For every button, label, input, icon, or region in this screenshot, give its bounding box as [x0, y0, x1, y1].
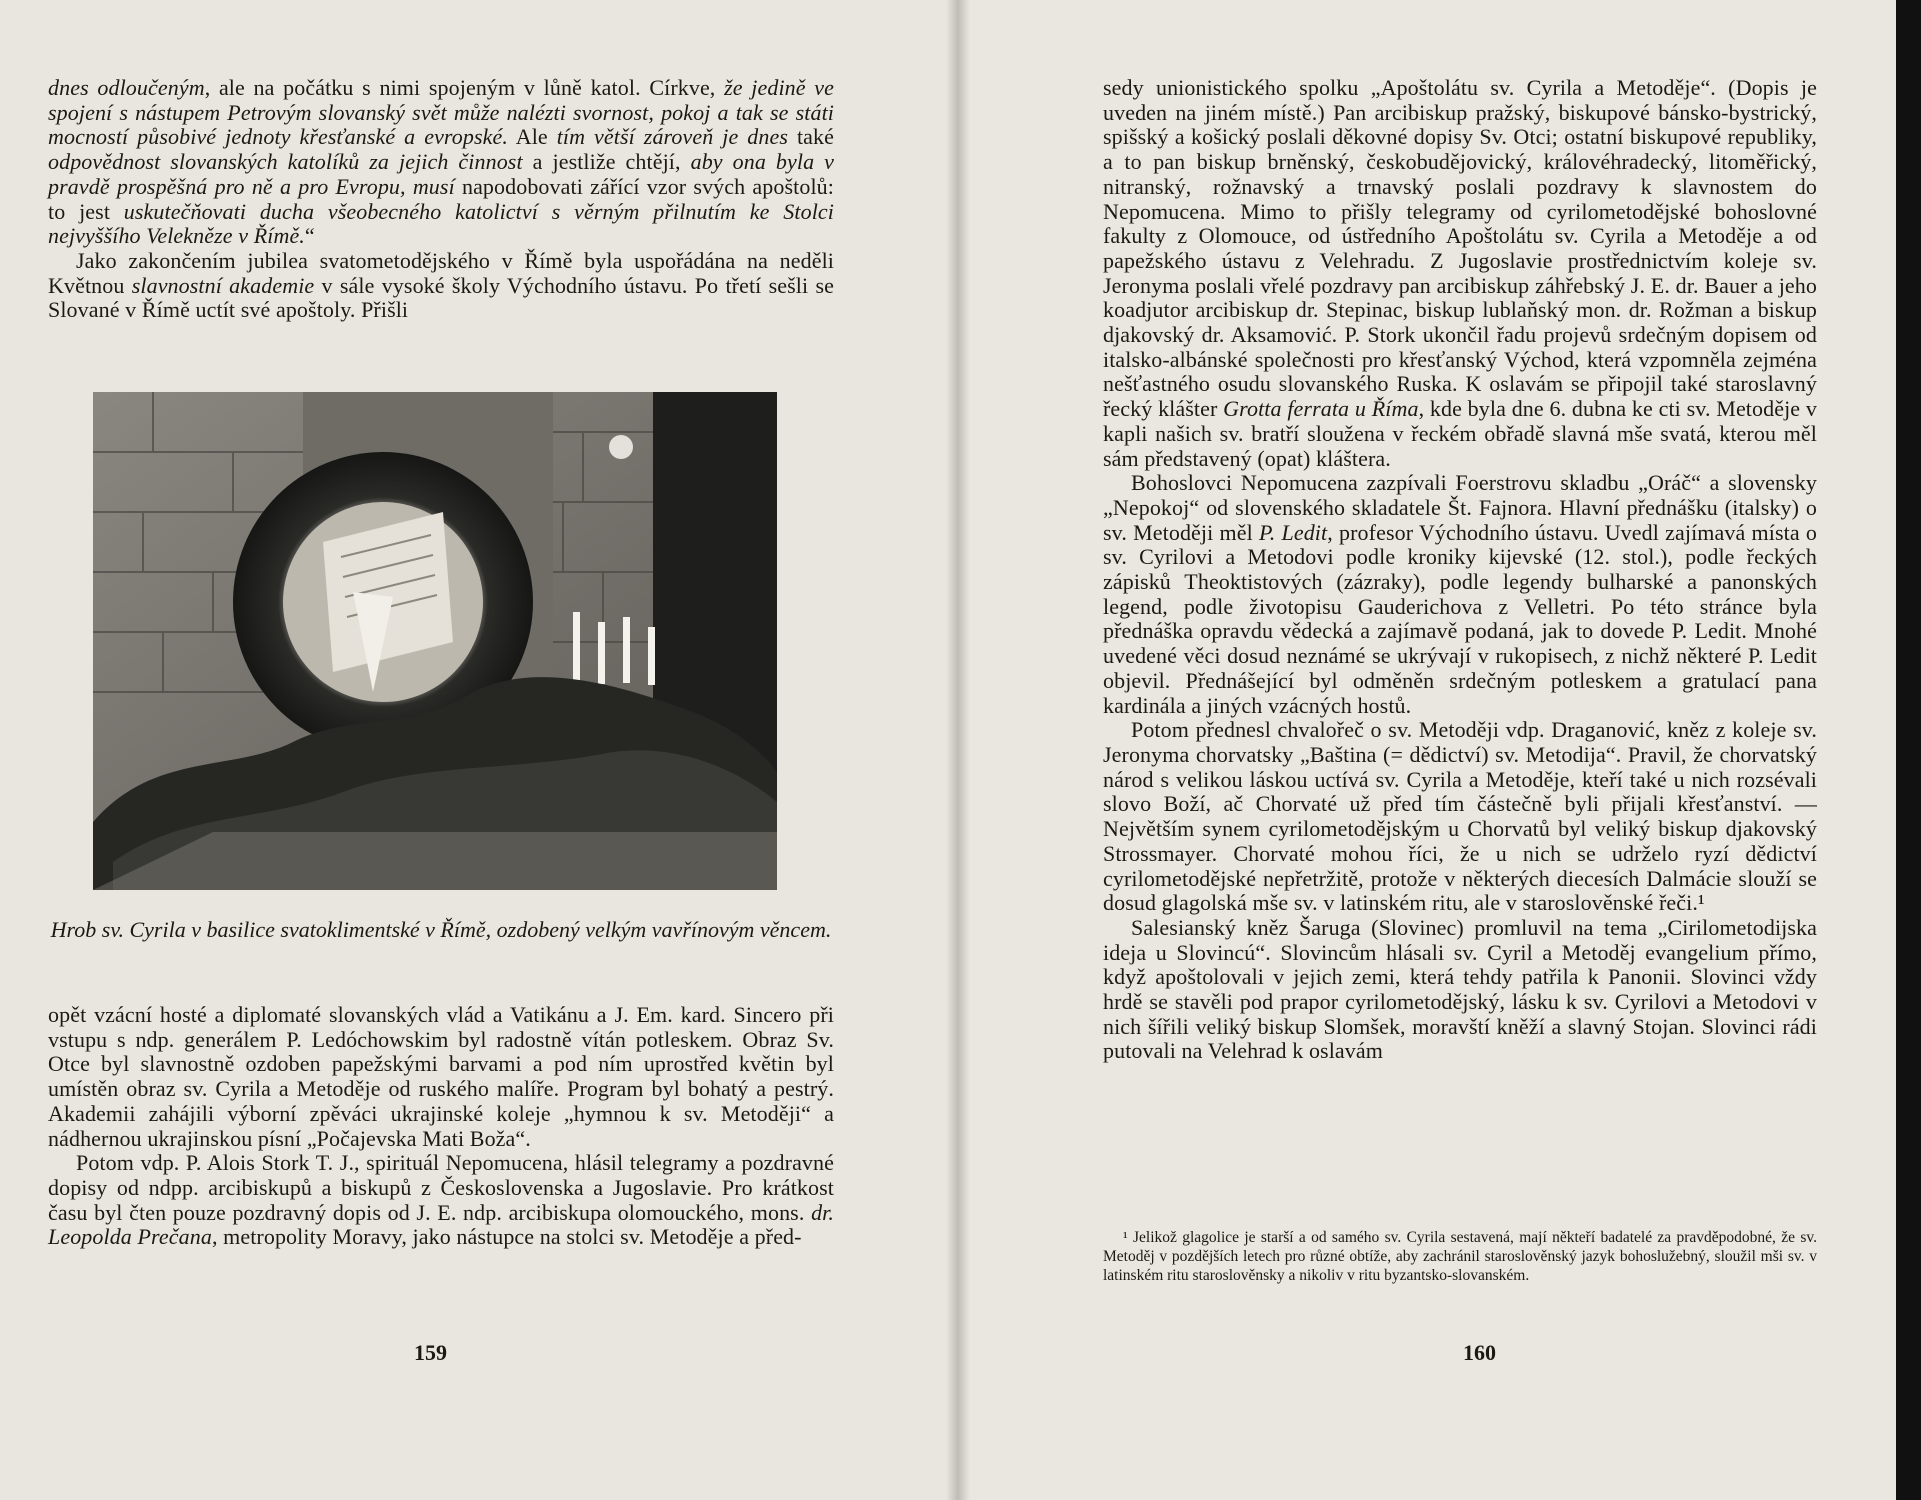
right-paragraph-2: [1103, 471, 1817, 718]
italic-text-run: tím větší zároveň je dnes: [556, 124, 789, 150]
text-run: také: [788, 124, 834, 150]
text-run: opět vzácní hosté a diplomaté slovanských vlád a Vatikánu a J. Em. kard. Sincero při vstupu s ndp. generálem P. Ledóchowskim byl radostně vítán potleskem. Obraz Sv. Otce byl slavnostně ozdoben papežskými barvami a pod ním uprostřed květin byl umístěn obraz sv. Cyrila a Metoděje od ruského malíře. Program byl bohatý a pestrý. Akademii zahájili výborní zpěváci ukrajinské koleje „hymnou k sv. Metoději“ a nádhernou ukrajinskou písní „Počajevska Mati Boža“.: [48, 1002, 834, 1151]
italic-text-run: P. Ledit: [1259, 519, 1328, 545]
book-gutter: [946, 0, 970, 1500]
italic-text-run: Grotta ferrata u Říma: [1223, 396, 1419, 422]
left-paragraph-1: [48, 76, 834, 249]
italic-text-run: odpovědnost slovanských katolíků za jejich činnost: [48, 149, 523, 175]
italic-text-run: že jedině ve spojení s nástupem Petrovým slovanský svět může nalézti svornost, pokoj a tak se státi mocností působivé jednoty křesťanské a evropské.: [48, 75, 835, 150]
right-paragraph-4: [1103, 916, 1817, 1064]
text-run: , metropolity Moravy, jako nástupce na stolci sv. Metoděje a před-: [211, 1224, 802, 1250]
right-text: [1103, 76, 1817, 1064]
tomb-photo-image: [93, 392, 777, 890]
left-paragraph-2: [48, 249, 834, 323]
photo-caption: Hrob sv. Cyrila v basilice svatoklimentské v Římě, ozdobený velkým vavřínovým věncem.: [50, 917, 832, 942]
page-number-right: 160: [1463, 1340, 1496, 1365]
italic-text-run: aby ona byla v pravdě prospěšná pro ně a pro Evropu, musí: [48, 149, 835, 199]
italic-text-run: dnes odloučeným: [48, 75, 205, 100]
right-paragraph-3: [1103, 718, 1817, 916]
left-bottom-text: [48, 1003, 834, 1250]
left-top-text: [48, 76, 834, 323]
tomb-photograph: [93, 392, 777, 890]
right-paragraph-1: [1103, 76, 1817, 471]
text-run: a jestliže chtějí,: [522, 149, 691, 175]
text-run: , profesor Východního ústavu. Uvedl zajímavá místa o sv. Cyrilovi a Metodovi podle kroniky kijevské (12. stol.), podle řeckých zápisků Theoktistových (zázraky), podle legendy bulharské a panonských legend, podle životopisu Gauderichova z Velletri. Po této stránce byla přednáška opravdu vědecká a zajímavě podaná, jak to dovede P. Ledit. Mnohé uvedené věci dosud neznámé se ukrývají v rukopisech, z nichž některé P. Ledit objevil. Přednášející byl odměněn srdečným potleskem a gratulací pana kardinála a jiných vzácných hostů.: [1103, 519, 1817, 718]
footnote-text: ¹ Jelikož glagolice je starší a od samého sv. Cyrila sestavená, mají někteří badatelé za pravděpodobné, že sv. Metoděj v pozdějších letech pro různé obtíže, aby zachránil staroslověnský jazyk bohoslužebný, sloužil mši sv. v latinském ritu staroslověnsky a nikoliv v ritu byzantsko-slovanském.: [1103, 1229, 1817, 1284]
italic-text-run: dr. Leopolda Prečana: [48, 1199, 834, 1250]
text-run: v sále vysoké školy Východního ústavu. Po třetí sešli se Slované v Římě uctít své apoštoly. Přišli: [48, 272, 834, 323]
scan-edge: [1896, 0, 1921, 1500]
text-run: Bohoslovci Nepomucena zazpívali Foerstrovu skladbu „Oráč“ a slovensky „Nepokoj“ od slovenského skladatele Št. Fajnora. Hlavní přednášku (italsky) o sv. Metoději měl: [1103, 470, 1817, 545]
left-page: [0, 0, 958, 1500]
text-run: “: [304, 223, 315, 249]
text-run: napodobovati zářící vzor svých apoštolů: to jest: [48, 173, 834, 224]
text-run: sedy unionistického spolku „Apoštolátu sv. Cyrila a Metoděje“. (Dopis je uveden na jiném místě.) Pan arcibiskup pražský, biskupové bánsko-bystrický, spišský a košický poslali děkovné dopisy Sv. Otci; ostatní biskupové republiky, a to pan biskup brněnský, českobudějovický, královéhradecký, litoměřický, nitranský, rožnavský a trnavský poslali pozdravy k slavnostem do Nepomucena. Mimo to přišly telegramy od cyrilometodějské bohoslovné fakulty z Olomouce, od ústředního Apoštolátu sv. Cyrila a Metoděje a od papežského ústavu z Velehradu. Z Jugoslavie prostřednictvím koleje sv. Jeronyma poslali vřelé pozdravy pan arcibiskup záhřebský J. E. dr. Bauer a jeho koadjutor arcibiskup dr. Stepinac, biskup lublaňský mon. dr. Rožman a biskup djakovský dr. Aksamović. P. Stork ukončil řadu projevů srdečným dopisem od italsko-albánské společnosti pro křesťanský Východ, která vzpomněla zejména nešťastného osudu slovanského Ruska. K oslavám se připojil také staroslavný řecký klášter: [1103, 75, 1817, 422]
text-run: Salesianský kněz Šaruga (Slovinec) promluvil na tema „Cirilometodijska ideja u Slovincú“. Slovincům hlásali sv. Cyril a Metoděj evangelium přímo, když apoštolovali v jejich zemi, která tehdy patřila k Panonii. Slovinci vždy hrdě se stavěli pod prapor cyrilometodějský, lásku k sv. Cyrilovi a Metodovi v nich šířili veliký biskup Slomšek, moravští kněží a slavný Stojan. Slovinci rádi putovali na Velehrad k oslavám: [1103, 914, 1817, 1064]
footnote: [1103, 1228, 1817, 1285]
text-run: Jako zakončením jubilea svatometodějského v Římě byla uspořádána na neděli Květnou: [48, 247, 834, 298]
text-run: Ale: [507, 124, 557, 150]
text-run: , ale na počátku s nimi spojeným v lůně katol. Církve,: [204, 75, 725, 100]
italic-text-run: uskutečňovati ducha všeobecného katolictví s věrným přilnutím ke Stolci nejvyššího Velekněze v Římě.: [48, 198, 834, 249]
left-paragraph-4: [48, 1151, 834, 1250]
right-page: [958, 0, 1921, 1500]
text-run: , kde byla dne 6. dubna ke cti sv. Metoděje v kapli našich sv. bratří sloužena v řeckém obřadě slavná mše svatá, kterou měl sám představený (opat) kláštera.: [1103, 396, 1817, 471]
left-paragraph-3: [48, 1003, 834, 1151]
italic-text-run: slavnostní akademie: [131, 272, 315, 298]
text-run: Potom vdp. P. Alois Stork T. J., spirituál Nepomucena, hlásil telegramy a pozdravné dopisy od ndpp. arcibiskupů a biskupů z Československa a Jugoslavie. Pro krátkost času byl čten pouze pozdravný dopis od J. E. ndp. arcibiskupa olomouckého, mons.: [48, 1150, 834, 1225]
page-number-left: 159: [414, 1340, 447, 1365]
text-run: Potom přednesl chvalořeč o sv. Metoději vdp. Draganović, kněz z koleje sv. Jeronyma chorvatsky „Baština (= dědictví) sv. Metodija“. Pravil, že chorvatský národ s velikou láskou uctívá sv. Cyrila a Metoděje, kteří také u nich rozsévali slovo Boží, ač Chorvaté už před tím částečně byli přijali křesťanství. — Největším synem cyrilometodějským u Chorvatů byl veliký biskup djakovský Strossmayer. Chorvaté mohou říci, že u nich se udrželo ryzí dědictví cyrilometodějské nepřetržitě, protože v některých diecesích Dalmácie slouží se dosud glagolská mše sv. v latinském ritu, ale v staroslověnské řeči.¹: [1103, 717, 1817, 916]
